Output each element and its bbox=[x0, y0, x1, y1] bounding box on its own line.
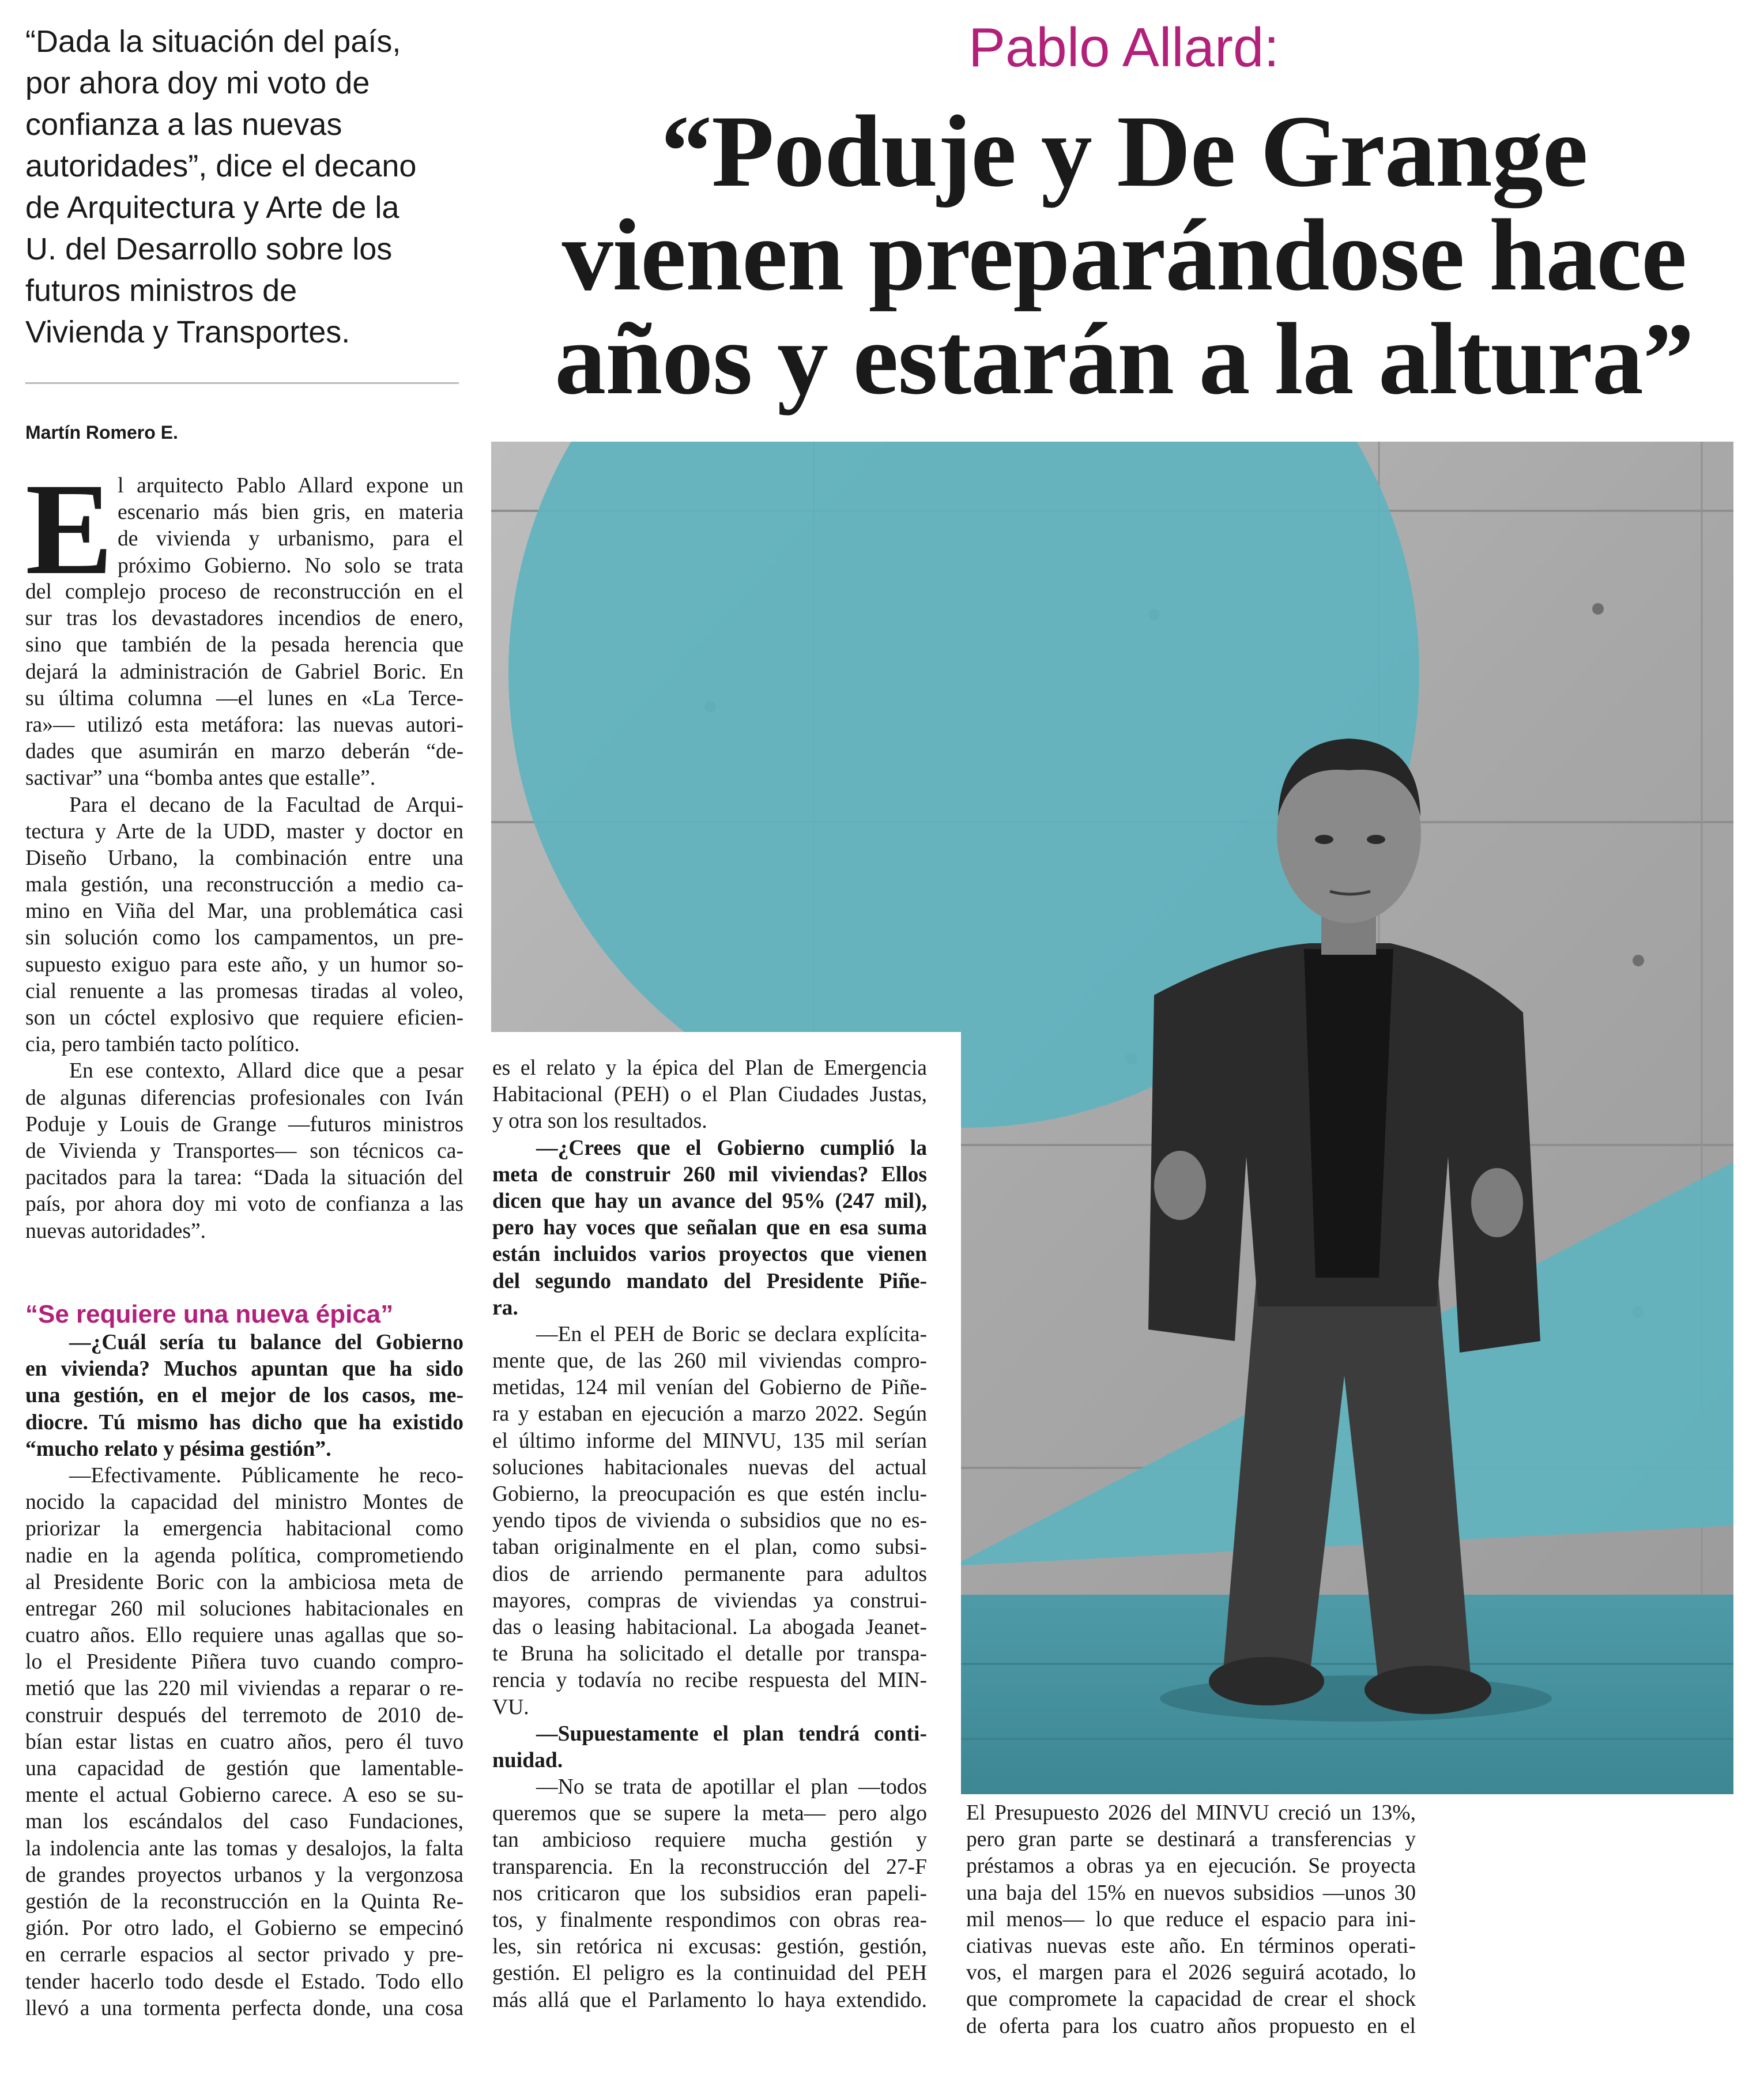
text-line: VU. bbox=[492, 1695, 529, 1719]
text-line: de Vivienda y Transportes— son técnicos ca- bbox=[25, 1139, 463, 1163]
text-line: rencia y todavía no recibe respuesta del MIN- bbox=[492, 1669, 927, 1693]
text-line: préstamos a obras ya en ejecución. Se proyecta bbox=[966, 1854, 1416, 1878]
text-line: priorizar la emergencia habitacional como bbox=[25, 1517, 463, 1541]
text-line: l arquitecto Pablo Allard expone un bbox=[118, 474, 463, 498]
text-line: pero gran parte se destinará a transferencias y bbox=[966, 1828, 1416, 1852]
text-line: metidas, 124 mil venían del Gobierno de Piñe- bbox=[492, 1376, 927, 1400]
text-line: te Bruna ha solicitado el detalle por transpa- bbox=[492, 1642, 927, 1666]
text-line: escenario más bien gris, en materia bbox=[118, 500, 463, 525]
text-line: El Presupuesto 2026 del MINVU creció un 13%, bbox=[966, 1801, 1416, 1825]
deck-line: confianza a las nuevas bbox=[25, 107, 342, 142]
text-line: —Efectivamente. Públicamente he reco- bbox=[69, 1463, 463, 1487]
text-line: que compromete la capacidad de crear el shock bbox=[966, 1987, 1416, 2012]
text-line: Poduje y Louis de Grange —futuros ministros bbox=[25, 1112, 463, 1136]
text-line: entregar 260 mil soluciones habitacionales en bbox=[25, 1596, 463, 1621]
text-line: más allá que el Parlamento lo haya extendido. bbox=[492, 1988, 927, 2012]
text-line: dicen que hay un avance del 95% (247 mil), bbox=[492, 1189, 927, 1213]
text-line: tender hacerlo todo desde el Estado. Todo ello bbox=[25, 1969, 463, 1994]
text-line: das o leasing habitacional. La abogada Jeanet- bbox=[492, 1615, 927, 1639]
text-line: mente que, de las 260 mil viviendas compro- bbox=[492, 1349, 927, 1373]
deck-line: “Dada la situación del país, bbox=[25, 24, 401, 59]
text-line: en cerrarle espacios al sector privado y pre- bbox=[25, 1943, 463, 1967]
text-line: gestión. El peligro es la continuidad del PEH bbox=[492, 1961, 927, 1986]
deck-line: U. del Desarrollo sobre los bbox=[25, 232, 393, 266]
text-line: ra y estaban en ejecución a marzo 2022. Según bbox=[492, 1402, 927, 1426]
text-line: queremos que se supere la meta— pero algo bbox=[492, 1802, 927, 1826]
text-line: son un cóctel explosivo que requiere eficien- bbox=[25, 1006, 463, 1030]
text-line: metió que las 220 mil viviendas a reparar o re- bbox=[25, 1677, 463, 1701]
text-line: Para el decano de la Facultad de Arqui- bbox=[69, 793, 463, 817]
text-line: Gobierno, la preocupación es que estén inclu- bbox=[492, 1482, 927, 1506]
text-line: cial renuente a las promesas tiradas al voleo, bbox=[25, 979, 463, 1003]
text-line: cuatro años. Ello requiere unas agallas que so- bbox=[25, 1624, 463, 1648]
text-line: sin solución como los campamentos, un pre- bbox=[25, 926, 463, 950]
text-line: próximo Gobierno. No solo se trata bbox=[118, 553, 463, 578]
column-1-body bbox=[25, 579, 463, 1245]
text-line: ra. bbox=[492, 1295, 518, 1320]
text-line: soluciones habitacionales nuevas del actual bbox=[492, 1455, 927, 1479]
text-line: dades que asumirán en marzo deberán “de- bbox=[25, 740, 463, 764]
deck-line: autoridades”, dice el decano bbox=[25, 149, 417, 183]
text-line: transparencia. En la reconstrucción del 27-F bbox=[492, 1855, 927, 1879]
text-line: país, por ahora doy mi voto de confianza a las bbox=[25, 1192, 463, 1217]
text-line: sactivar” una “bomba antes que estalle”. bbox=[25, 766, 376, 790]
text-line: —No se trata de apotillar el plan —todos bbox=[536, 1775, 927, 1799]
text-line: llevó a una tormenta perfecta donde, una cosa bbox=[25, 1996, 463, 2020]
text-line: están incluidos varios proyectos que vienen bbox=[492, 1242, 927, 1267]
text-line: ra»— utilizó esta metáfora: las nuevas autori- bbox=[25, 713, 463, 737]
deck-line: Vivienda y Transportes. bbox=[25, 315, 350, 349]
text-line: mayores, compras de viviendas ya construi- bbox=[492, 1588, 927, 1613]
byline: Martín Romero E. bbox=[25, 422, 178, 443]
text-line: sur tras los devastadores incendios de enero, bbox=[25, 607, 463, 631]
drop-cap: E bbox=[25, 457, 114, 602]
text-line: una baja del 15% en nuevos subsidios —unos 30 bbox=[966, 1881, 1416, 1905]
text-line: una capacidad de gestión que lamentable- bbox=[25, 1757, 463, 1780]
headline bbox=[496, 94, 1752, 416]
text-line: la indolencia ante las tomas y desalojos, la falta bbox=[25, 1836, 463, 1861]
column-3 bbox=[966, 1800, 1416, 2040]
text-line: una gestión, en el mejor de los casos, me- bbox=[25, 1384, 463, 1408]
text-line: mil menos— lo que reduce el espacio para ini- bbox=[966, 1907, 1416, 1931]
text-line: ciativas nuevas este año. En términos operati- bbox=[966, 1934, 1416, 1958]
text-line: al Presidente Boric con la ambiciosa meta de bbox=[25, 1570, 463, 1594]
headline-line: años y estarán a la altura” bbox=[555, 302, 1694, 416]
text-line: vos, el margen para el 2026 seguirá acotado, lo bbox=[966, 1961, 1416, 1985]
text-line: dejará la administración de Gabriel Boric. En bbox=[25, 660, 463, 684]
deck-divider bbox=[25, 382, 459, 384]
text-line: gestión de la reconstrucción en la Quinta Re- bbox=[25, 1889, 463, 1914]
text-line: su última columna —el lunes en «La Terce- bbox=[25, 686, 463, 710]
text-line: del segundo mandato del Presidente Piñe- bbox=[492, 1269, 927, 1293]
headline-line: vienen preparándose hace bbox=[561, 198, 1687, 312]
text-line: pero hay voces que señalan que en esa suma bbox=[492, 1216, 927, 1240]
text-line: de oferta para los cuatro años propuesto en el bbox=[966, 2014, 1416, 2038]
text-line: —En el PEH de Boric se declara explícita- bbox=[536, 1322, 927, 1346]
text-line: nocido la capacidad del ministro Montes de bbox=[25, 1490, 463, 1515]
text-line: diocre. Tú mismo has dicho que ha existido bbox=[25, 1410, 463, 1434]
deck-line: de Arquitectura y Arte de la bbox=[25, 190, 399, 225]
column-2 bbox=[492, 1055, 927, 2014]
text-line: dios de arriendo permanente para adultos bbox=[492, 1562, 927, 1586]
text-line: taban originalmente en el plan, como subsi- bbox=[492, 1535, 927, 1560]
text-line: sino que también de la pesada herencia que bbox=[25, 633, 463, 657]
text-line: nuevas autoridades”. bbox=[25, 1219, 206, 1243]
text-line: en vivienda? Muchos apuntan que ha sido bbox=[25, 1357, 463, 1381]
text-line: les, sin retórica ni excusas: gestión, gestión, bbox=[492, 1935, 927, 1959]
text-line: tectura y Arte de la UDD, master y doctor en bbox=[25, 819, 463, 843]
text-line: nuidad. bbox=[492, 1748, 563, 1772]
text-line: —¿Cuál sería tu balance del Gobierno bbox=[69, 1331, 463, 1354]
text-line: —¿Crees que el Gobierno cumplió la bbox=[536, 1136, 927, 1160]
column-1-qa bbox=[25, 1330, 463, 2022]
text-line: mente el actual Gobierno carece. A eso se su- bbox=[25, 1783, 463, 1807]
text-line: man los escándalos del caso Fundaciones, bbox=[25, 1810, 463, 1834]
text-line: mino en Viña del Mar, una problemática casi bbox=[25, 899, 463, 924]
text-line: lo el Presidente Piñera tuvo cuando compro- bbox=[25, 1650, 463, 1674]
text-line: de grandes proyectos urbanos y la vergonzosa bbox=[25, 1863, 463, 1887]
text-line: Habitacional (PEH) o el Plan Ciudades Justas, bbox=[492, 1083, 927, 1107]
text-line: Diseño Urbano, la combinación entre una bbox=[25, 846, 463, 870]
text-line: bían estar listas en cuatro años, pero él tuvo bbox=[25, 1730, 463, 1754]
text-line: nadie en la agenda política, comprometiendo bbox=[25, 1543, 463, 1568]
text-line: —Supuestamente el plan tendrá conti- bbox=[536, 1722, 927, 1746]
text-line: mala gestión, una reconstrucción a medio ca- bbox=[25, 873, 463, 897]
kicker: Pablo Allard: bbox=[968, 17, 1280, 78]
text-line: construir después del terremoto de 2010 de- bbox=[25, 1703, 463, 1727]
article-deck bbox=[25, 21, 469, 353]
text-line: cia, pero también tacto político. bbox=[25, 1033, 300, 1057]
text-line: de vivienda y urbanismo, para el bbox=[118, 527, 463, 551]
text-line: supuesto exiguo para este año, y un humor so- bbox=[25, 952, 463, 977]
text-line: el último informe del MINVU, 135 mil serían bbox=[492, 1429, 927, 1453]
text-line: y otra son los resultados. bbox=[492, 1109, 707, 1133]
text-line: es el relato y la épica del Plan de Emergencia bbox=[492, 1056, 927, 1080]
text-line: del complejo proceso de reconstrucción en el bbox=[25, 580, 463, 604]
text-line: “mucho relato y pésima gestión”. bbox=[25, 1437, 331, 1461]
intro-lines bbox=[118, 473, 463, 579]
text-line: de algunas diferencias profesionales con Iván bbox=[25, 1086, 463, 1110]
deck-line: futuros ministros de bbox=[25, 273, 297, 308]
text-line: yendo tipos de vivienda o subsidios que no es- bbox=[492, 1509, 927, 1533]
text-line: meta de construir 260 mil viviendas? Ellos bbox=[492, 1162, 927, 1187]
text-line: nos criticaron que los subsidios eran papeli- bbox=[492, 1881, 927, 1905]
text-line: tos, y finalmente respondimos con obras rea- bbox=[492, 1908, 927, 1932]
section-subhead: “Se requiere una nueva épica” bbox=[25, 1300, 394, 1328]
headline-line: “Poduje y De Grange bbox=[661, 94, 1588, 208]
text-line: pacitados para la tarea: “Dada la situación del bbox=[25, 1166, 463, 1190]
text-line: gión. Por otro lado, el Gobierno se empecinó bbox=[25, 1916, 463, 1941]
text-line: En ese contexto, Allard dice que a pesar bbox=[69, 1059, 463, 1083]
deck-line: por ahora doy mi voto de bbox=[25, 66, 370, 100]
text-line: tan ambicioso requiere mucha gestión y bbox=[492, 1828, 927, 1852]
